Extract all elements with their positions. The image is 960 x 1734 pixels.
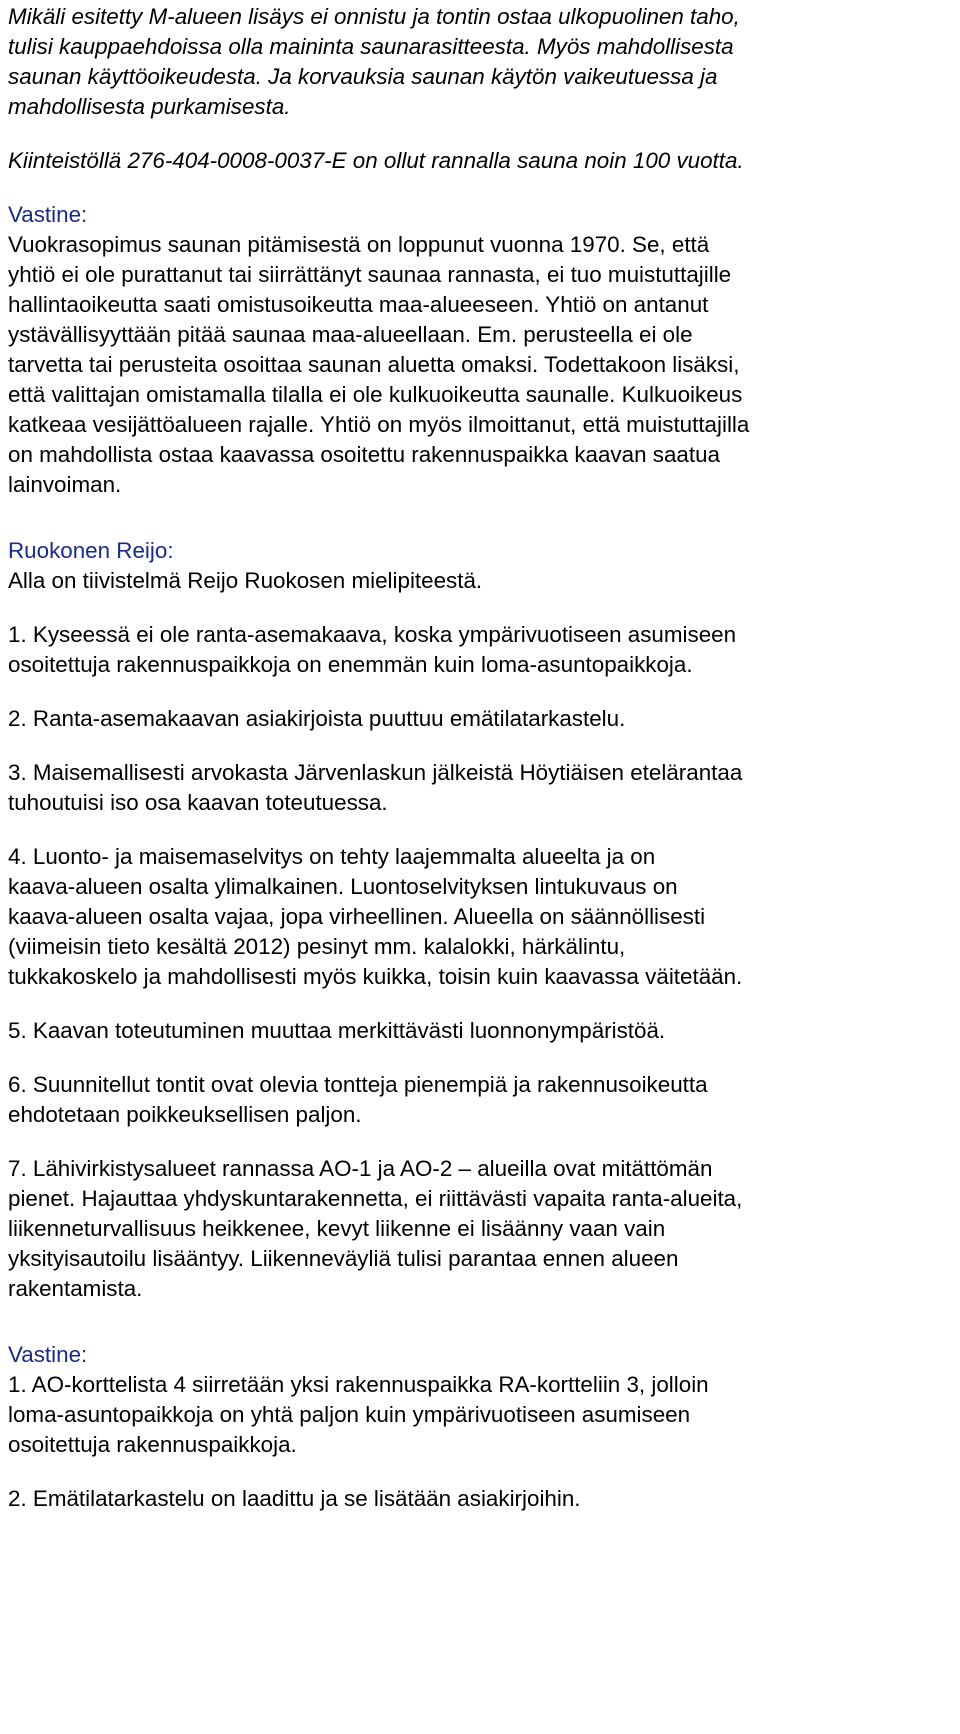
- response-line: katkeaa vesijättöalueen rajalle. Yhtiö on myös ilmoittanut, että muistuttajilla: [8, 412, 750, 437]
- opinion-point-line: liikenneturvallisuus heikkenee, kevyt liikenne ei lisäänny vaan vain: [8, 1216, 666, 1241]
- response-line: Vuokrasopimus saunan pitämisestä on loppunut vuonna 1970. Se, että: [8, 232, 710, 257]
- response-line: että valittajan omistamalla tilalla ei ole kulkuoikeutta saunalle. Kulkuoikeus: [8, 382, 743, 407]
- opinion-point-line: osoitettuja rakennuspaikkoja on enemmän kuin loma-asuntopaikkoja.: [8, 652, 693, 677]
- response-line: tarvetta tai perusteita osoittaa saunan aluetta omaksi. Todettakoon lisäksi,: [8, 352, 740, 377]
- response-line: yhtiö ei ole purattanut tai siirrättänyt saunaa rannasta, ei tuo muistuttajille: [8, 262, 732, 287]
- opinion-point-line: 2. Ranta-asemakaavan asiakirjoista puuttuu emätilatarkastelu.: [8, 706, 626, 731]
- opinion-point-line: 7. Lähivirkistysalueet rannassa AO-1 ja AO-2 – alueilla ovat mitättömän: [8, 1156, 713, 1181]
- opinion-point-line: kaava-alueen osalta ylimalkainen. Luontoselvityksen lintukuvaus on: [8, 874, 678, 899]
- response-line: lainvoiman.: [8, 472, 122, 497]
- intro-line: tulisi kauppaehdoissa olla maininta saunarasitteesta. Myös mahdollisesta: [8, 34, 734, 59]
- opinion-point-line: ehdotetaan poikkeuksellisen paljon.: [8, 1102, 362, 1127]
- opinion-point-line: 6. Suunnitellut tontit ovat olevia tontteja pienempiä ja rakennusoikeutta: [8, 1072, 708, 1097]
- response-point-line: loma-asuntopaikkoja on yhtä paljon kuin ympärivuotiseen asumiseen: [8, 1402, 691, 1427]
- response-point-line: 2. Emätilatarkastelu on laadittu ja se lisätään asiakirjoihin.: [8, 1486, 581, 1511]
- intro-line: saunan käyttöoikeudesta. Ja korvauksia saunan käytön vaikeutuessa ja: [8, 64, 718, 89]
- response-point-line: osoitettuja rakennuspaikkoja.: [8, 1432, 297, 1457]
- intro-line: Mikäli esitetty M-alueen lisäys ei onnistu ja tontin ostaa ulkopuolinen taho,: [8, 4, 740, 29]
- intro-property-line: Kiinteistöllä 276-404-0008-0037-E on ollut rannalla sauna noin 100 vuotta.: [8, 148, 744, 173]
- opinion-point-line: kaava-alueen osalta vajaa, jopa virheellinen. Alueella on säännöllisesti: [8, 904, 706, 929]
- response-point-line: 1. AO-korttelista 4 siirretään yksi rakennuspaikka RA-kortteliin 3, jolloin: [8, 1372, 709, 1397]
- opinion-point-line: 3. Maisemallisesti arvokasta Järvenlaskun jälkeistä Höytiäisen etelärantaa: [8, 760, 743, 785]
- opinion-point-line: 5. Kaavan toteutuminen muuttaa merkittävästi luonnonympäristöä.: [8, 1018, 666, 1043]
- opinion-point-line: 4. Luonto- ja maisemaselvitys on tehty laajemmalta alueelta ja on: [8, 844, 656, 869]
- response-line: hallintaoikeutta saati omistusoikeutta maa-alueeseen. Yhtiö on antanut: [8, 292, 709, 317]
- opinion-point-line: tuhoutuisi iso osa kaavan toteutuessa.: [8, 790, 388, 815]
- opinion-point-line: (viimeisin tieto kesältä 2012) pesinyt mm. kalalokki, härkälintu,: [8, 934, 626, 959]
- response-heading: Vastine:: [8, 1342, 88, 1367]
- opinion-point-line: 1. Kyseessä ei ole ranta-asemakaava, koska ympärivuotiseen asumiseen: [8, 622, 737, 647]
- intro-line: mahdollisesta purkamisesta.: [8, 94, 291, 119]
- opinion-point-line: rakentamista.: [8, 1276, 143, 1301]
- response-heading: Vastine:: [8, 202, 88, 227]
- response-line: on mahdollista ostaa kaavassa osoitettu rakennuspaikka kaavan saatua: [8, 442, 720, 467]
- opinion-heading: Ruokonen Reijo:: [8, 538, 174, 563]
- opinion-point-line: yksityisautoilu lisääntyy. Liikenneväyliä tulisi parantaa ennen alueen: [8, 1246, 679, 1271]
- response-line: ystävällisyyttään pitää saunaa maa-alueellaan. Em. perusteella ei ole: [8, 322, 693, 347]
- opinion-point-line: tukkakoskelo ja mahdollisesti myös kuikka, toisin kuin kaavassa väitetään.: [8, 964, 743, 989]
- opinion-point-line: pienet. Hajauttaa yhdyskuntarakennetta, ei riittävästi vapaita ranta-alueita,: [8, 1186, 743, 1211]
- opinion-intro: Alla on tiivistelmä Reijo Ruokosen mielipiteestä.: [8, 568, 483, 593]
